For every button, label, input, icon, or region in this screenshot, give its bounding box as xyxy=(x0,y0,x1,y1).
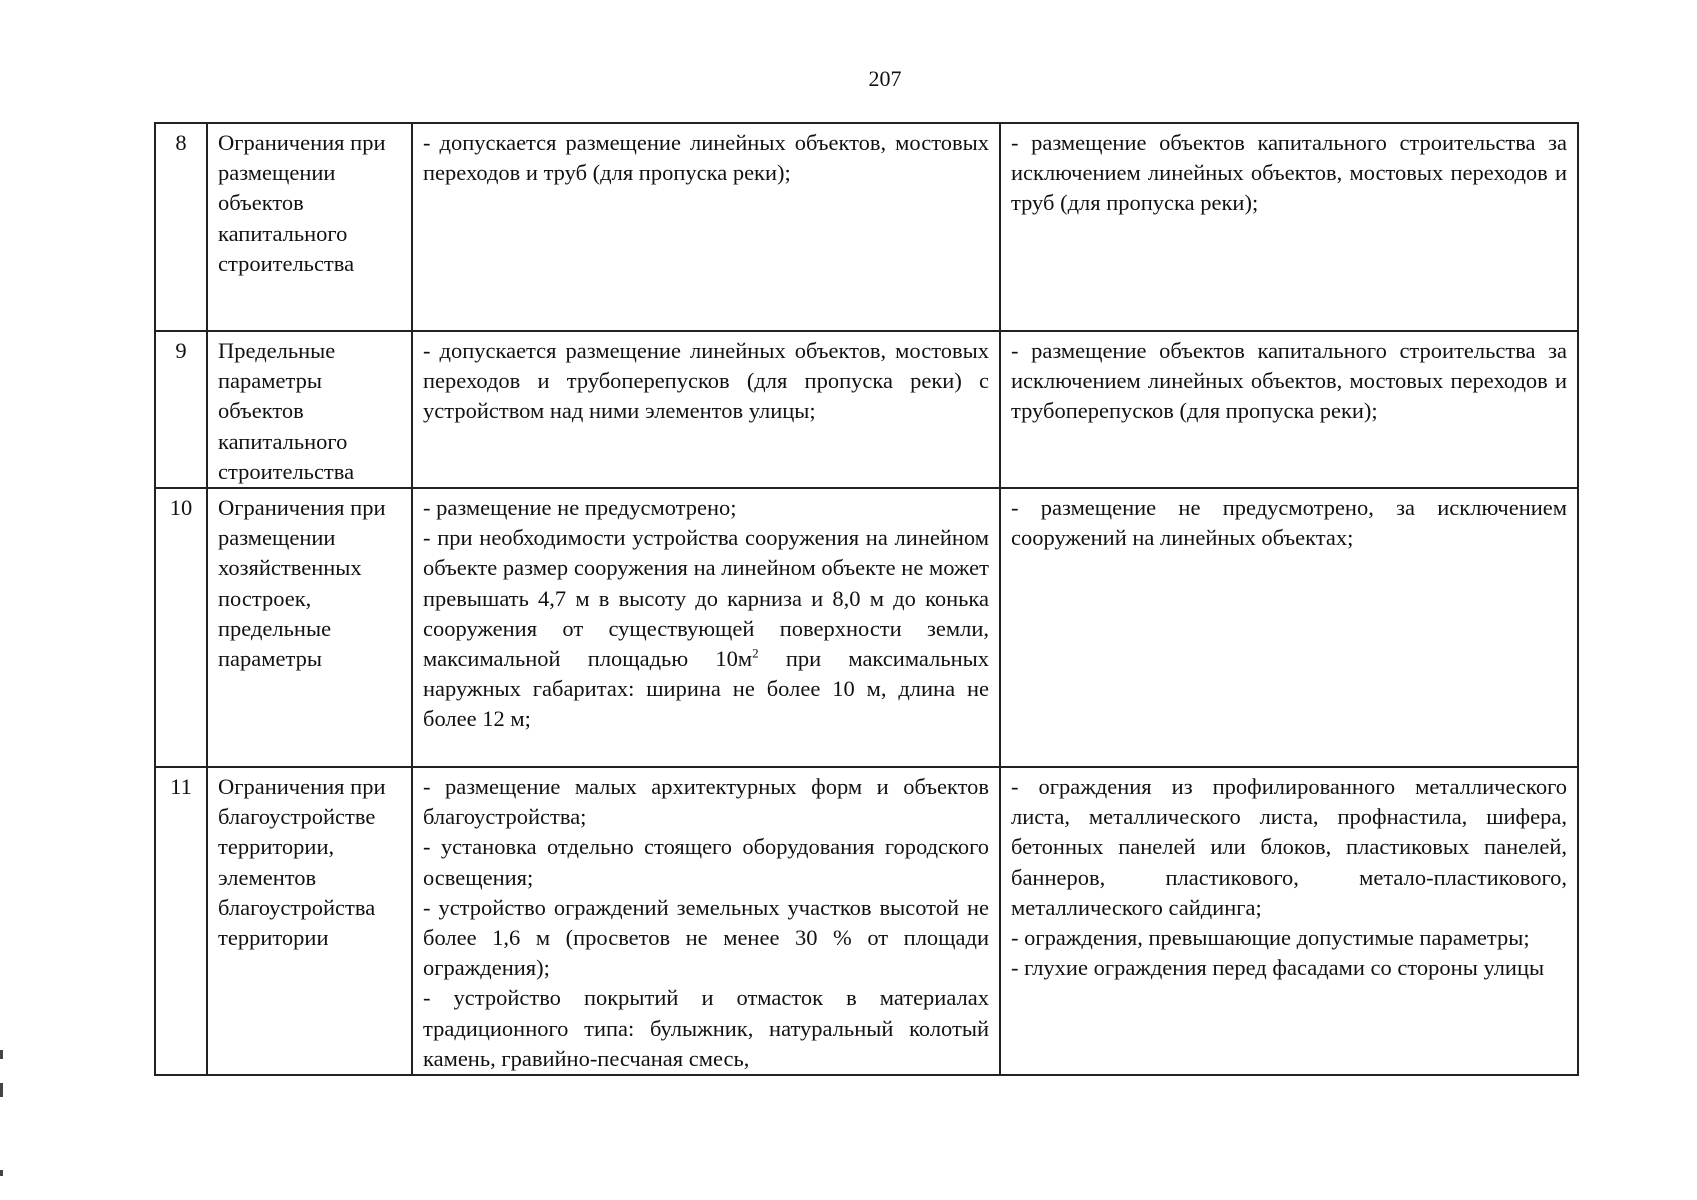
table-row xyxy=(155,331,1578,488)
scan-edge-mark xyxy=(0,1083,3,1097)
allowed-cell xyxy=(412,488,1000,767)
table-row xyxy=(155,767,1578,1075)
parameter-name: Ограничения при размещении хозяйственных построек, предельные параметры xyxy=(207,488,412,767)
forbidden-item: - размещение не предусмотрено, за исключением сооружений на линейных объектах; xyxy=(1011,495,1567,551)
allowed-item: - устройство ограждений земельных участков высотой не более 1,6 м (просветов не менее 30 % от площади ограждения); xyxy=(423,894,989,981)
forbidden-cell xyxy=(1000,123,1578,331)
row-number: 11 xyxy=(155,767,207,1075)
forbidden-item: - глухие ограждения перед фасадами со стороны улицы xyxy=(1011,955,1545,981)
regulations-table xyxy=(154,122,1579,1076)
scan-edge-mark xyxy=(0,1170,3,1176)
row-number: 8 xyxy=(155,123,207,331)
allowed-item: - устройство покрытий и отмасток в материалах традиционного типа: булыжник, натуральный колотый камень, гравийно-песчаная смесь, xyxy=(423,985,989,1071)
page-number: 207 xyxy=(868,66,902,91)
table-row xyxy=(155,123,1578,331)
row-number: 10 xyxy=(155,488,207,767)
forbidden-cell xyxy=(1000,488,1578,767)
allowed-item: - размещение малых архитектурных форм и объектов благоустройства; xyxy=(423,774,989,830)
forbidden-cell xyxy=(1000,331,1578,488)
parameter-name: Предельные параметры объектов капитального строительства xyxy=(207,331,412,488)
allowed-cell xyxy=(412,767,1000,1075)
parameter-name: Ограничения при благоустройстве территории, элементов благоустройства территории xyxy=(207,767,412,1075)
allowed-item: - допускается размещение линейных объектов, мостовых переходов и трубоперепусков (для пропуска реки) с устройством над ними элементов улицы; xyxy=(423,338,989,424)
scan-edge-mark xyxy=(0,1050,3,1059)
allowed-detail-text-end: при максимальных наружных габаритах: ширина не более 10 м, длина не более 12 м; xyxy=(423,646,989,732)
table-row xyxy=(155,488,1578,767)
forbidden-item: - ограждения из профилированного металлического листа, металлического листа, профнастила, шифера, бетонных панелей или блоков, пластиковых панелей, баннеров, пластикового, метало-пластикового, металлического сайдинга; xyxy=(1011,774,1567,920)
row-number: 9 xyxy=(155,331,207,488)
allowed-cell xyxy=(412,331,1000,488)
allowed-detail-text: - при необходимости устройства сооружения на линейном объекте размер сооружения на линейном объекте не может превышать 4,7 м в высоту до карниза и 8,0 м до конька сооружения от существующей поверхности земли, максимальной площадью 10м xyxy=(423,525,989,672)
allowed-item: - размещение не предусмотрено; xyxy=(423,495,737,521)
allowed-item: - установка отдельно стоящего оборудования городского освещения; xyxy=(423,834,989,890)
allowed-cell xyxy=(412,123,1000,331)
area-unit-superscript: 2 xyxy=(752,645,759,661)
forbidden-item: - размещение объектов капитального строительства за исключением линейных объектов, мостовых переходов и труб (для пропуска реки); xyxy=(1011,130,1567,216)
parameter-name: Ограничения при размещении объектов капитального строительства xyxy=(207,123,412,331)
forbidden-cell xyxy=(1000,767,1578,1075)
allowed-item: - допускается размещение линейных объектов, мостовых переходов и труб (для пропуска реки); xyxy=(423,130,989,186)
forbidden-item: - ограждения, превышающие допустимые параметры; xyxy=(1011,925,1530,951)
forbidden-item: - размещение объектов капитального строительства за исключением линейных объектов, мостовых переходов и трубоперепусков (для пропуска реки); xyxy=(1011,338,1567,424)
allowed-item-detail xyxy=(423,523,989,734)
